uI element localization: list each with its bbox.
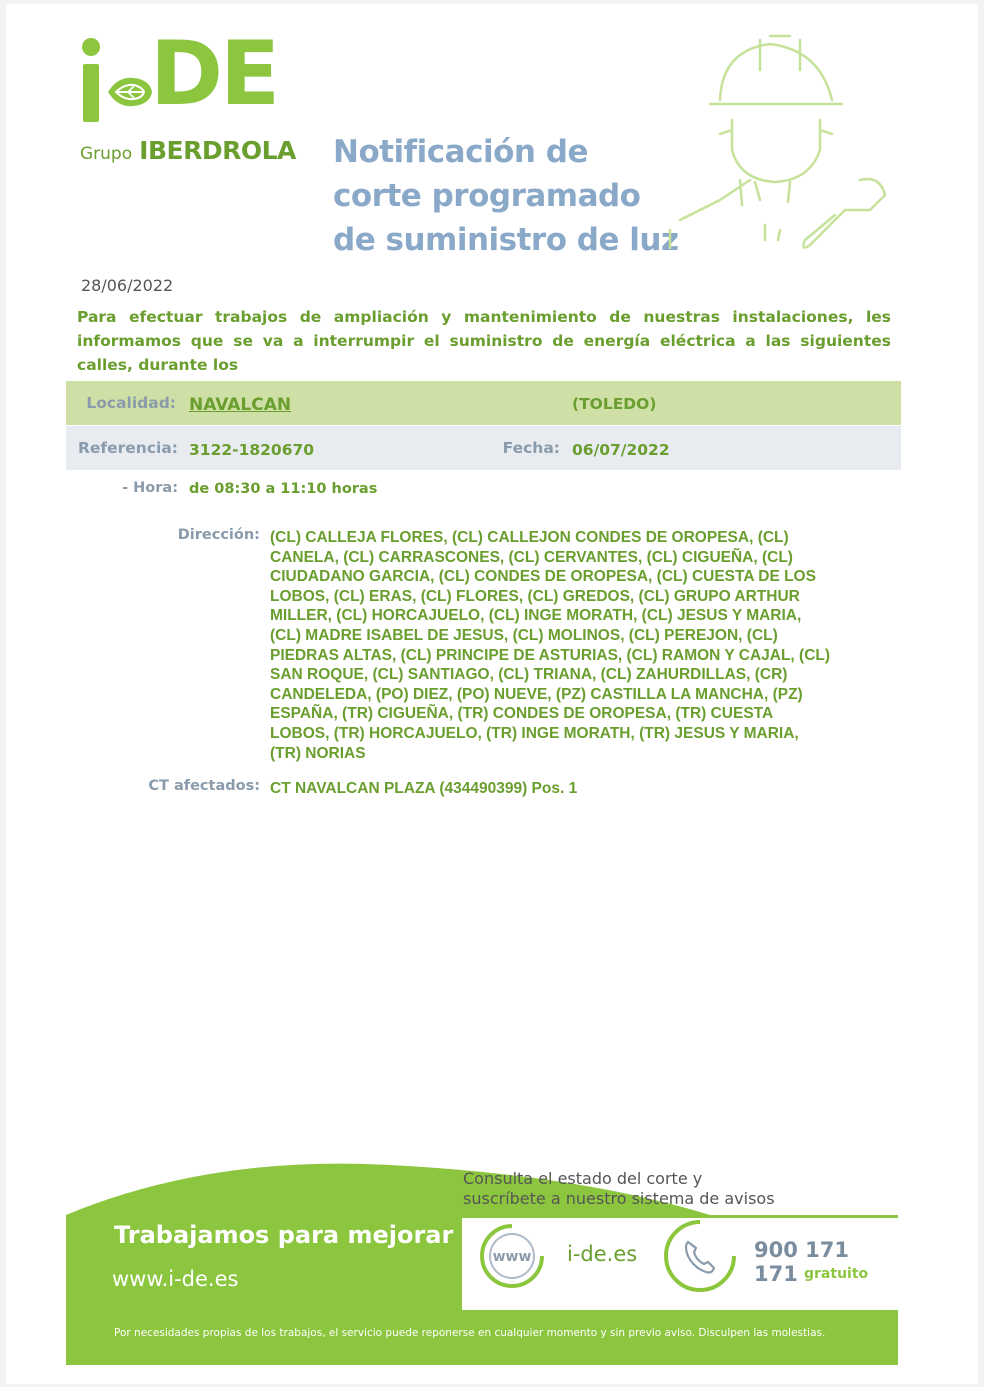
footer-contact-box [462,1218,898,1310]
direccion-line: SAN ROQUE, (CL) SANTIAGO, (CL) TRIANA, (CL) ZAHURDILLAS, (CR) [270,666,788,684]
direccion-label: Dirección: [177,527,260,543]
logo-i-dot [82,38,100,56]
consulta-line: Consulta el estado del corte y [463,1169,703,1188]
notice-title [333,130,679,262]
footer-disclaimer: Por necesidades propias de los trabajos, el servicio puede reponerse en cualquier momento y sin previo aviso. Disculpen las molestias. [114,1327,826,1339]
footer-site-link[interactable]: i-de.es [567,1242,638,1266]
worker-helmet-icon [660,30,910,265]
title-line: de suministro de luz [333,222,679,258]
direccion-line: CANELA, (CL) CARRASCONES, (CL) CERVANTES, (CL) CIGUEÑA, (CL) [270,548,793,566]
provincia-value: (TOLEDO) [572,395,657,413]
fecha-label: Fecha: [502,439,560,457]
hora-value: de 08:30 a 11:10 horas [189,481,378,497]
footer-slogan: Trabajamos para mejorar [114,1221,454,1249]
title-line: Notificación de [333,134,588,170]
fecha-value: 06/07/2022 [572,441,670,459]
localidad-value[interactable]: NAVALCAN [189,395,292,415]
direccion-line: ESPAÑA, (TR) CIGUEÑA, (TR) CONDES DE OROPESA, (TR) CUESTA [270,705,774,723]
direccion-line: (CL) MADRE ISABEL DE JESUS, (CL) MOLINOS, (CL) PEREJON, (CL) [270,626,778,644]
intro-text: Para efectuar trabajos de ampliación y mantenimiento de nuestras instalaciones, les informamos que se va a interrumpir el suministro de energía eléctrica a las siguientes calles, durante los [77,308,891,374]
logo-group-brand: IBERDROLA [139,136,296,165]
logo-group-name [80,136,296,165]
consulta-line: suscríbete a nuestro sistema de avisos [463,1189,775,1208]
direccion-line: LOBOS, (TR) HORCAJUELO, (TR) INGE MORATH, (TR) JESUS Y MARIA, [270,724,799,742]
footer-website[interactable]: www.i-de.es [112,1267,239,1291]
logo-group-prefix: Grupo [80,144,133,164]
leaf-icon [104,72,154,112]
hora-label: - Hora: [122,480,178,496]
localidad-label: Localidad: [86,394,176,412]
phone-icon [662,1218,738,1294]
direccion-line: LOBOS, (CL) ERAS, (CL) FLORES, (CL) GREDOS, (CL) GRUPO ARTHUR [270,587,800,605]
localidad-row [66,381,901,425]
direccion-line: PIEDRAS ALTAS, (CL) PRINCIPE DE ASTURIAS, (CL) RAMON Y CAJAL, (CL) [270,646,831,664]
footer-banner [60,1155,898,1365]
referencia-row [66,426,901,470]
direccion-line: (TR) NORIAS [270,744,366,762]
footer-phone-note: gratuito [804,1266,869,1282]
notice-date: 28/06/2022 [81,276,174,295]
direccion-line: MILLER, (CL) HORCAJUELO, (CL) INGE MORATH, (CL) JESUS Y MARIA, [270,607,802,625]
direccion-line: (CL) CALLEJA FLORES, (CL) CALLEJON CONDES DE OROPESA, (CL) [270,529,789,546]
logo-de-text: DE [150,22,278,125]
footer-phone[interactable]: 900 171 171 [754,1238,849,1286]
title-line: corte programado [333,178,641,214]
ct-label: CT afectados: [148,778,260,794]
logo-i-stem [83,64,99,122]
direccion-line: CIUDADANO GARCIA, (CL) CONDES DE OROPESA, (CL) CUESTA DE LOS [270,568,816,586]
ct-value: CT NAVALCAN PLAZA (434490399) Pos. 1 [270,780,578,797]
www-badge-text: www [492,1249,532,1265]
www-globe-icon [478,1222,546,1290]
footer-consulta [463,1169,843,1209]
direccion-line: CANDELEDA, (PO) DIEZ, (PO) NUEVE, (PZ) CASTILLA LA MANCHA, (PZ) [270,685,803,703]
referencia-value: 3122-1820670 [189,441,315,459]
referencia-label: Referencia: [77,439,178,457]
direccion-value [270,528,870,763]
